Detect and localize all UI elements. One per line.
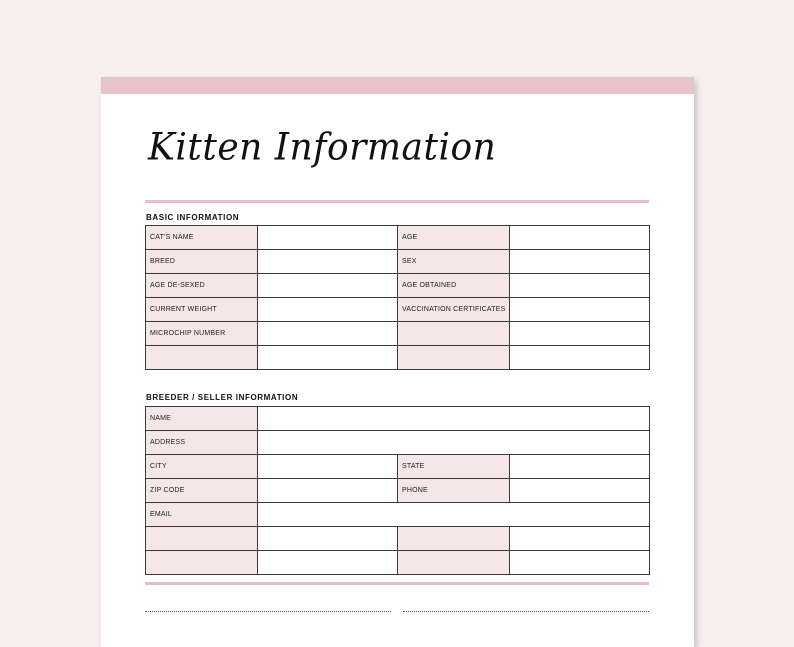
vaccination-certificates-label: VACCINATION CERTIFICATES (398, 298, 510, 322)
table-row (146, 527, 650, 551)
blank-label-cell[interactable] (146, 527, 258, 551)
vaccination-certificates-field[interactable] (510, 298, 650, 322)
address-field[interactable] (258, 431, 650, 455)
table-row (146, 455, 650, 479)
name-label: NAME (146, 407, 258, 431)
age-field[interactable] (510, 226, 650, 250)
blank-label-cell[interactable] (398, 322, 510, 346)
blank-field[interactable] (258, 527, 398, 551)
top-accent-band (101, 77, 694, 94)
email-label: EMAIL (146, 503, 258, 527)
table-row (146, 250, 650, 274)
breeder-info-heading: BREEDER / SELLER INFORMATION (146, 393, 299, 402)
table-row (146, 503, 650, 527)
basic-info-table (145, 225, 650, 370)
table-row (146, 274, 650, 298)
blank-field[interactable] (258, 551, 398, 575)
microchip-number-label: MICROCHIP NUMBER (146, 322, 258, 346)
blank-label-cell[interactable] (398, 527, 510, 551)
basic-info-heading: BASIC INFORMATION (146, 213, 240, 222)
email-field[interactable] (258, 503, 650, 527)
signature-line-left[interactable] (145, 611, 391, 612)
signature-line-right[interactable] (403, 611, 649, 612)
age-obtained-label: AGE OBTAINED (398, 274, 510, 298)
sex-field[interactable] (510, 250, 650, 274)
bottom-divider (145, 582, 649, 585)
blank-label-cell[interactable] (146, 346, 258, 370)
current-weight-field[interactable] (258, 298, 398, 322)
blank-field[interactable] (510, 527, 650, 551)
table-row (146, 551, 650, 575)
sex-label: SEX (398, 250, 510, 274)
table-row (146, 322, 650, 346)
name-field[interactable] (258, 407, 650, 431)
blank-label-cell[interactable] (398, 551, 510, 575)
page-title: Kitten Information (148, 125, 497, 170)
age-desexed-label: AGE DE-SEXED (146, 274, 258, 298)
cats-name-label: CAT'S NAME (146, 226, 258, 250)
state-field[interactable] (510, 455, 650, 479)
blank-field[interactable] (510, 322, 650, 346)
blank-field[interactable] (510, 551, 650, 575)
microchip-number-field[interactable] (258, 322, 398, 346)
address-label: ADDRESS (146, 431, 258, 455)
blank-label-cell[interactable] (146, 551, 258, 575)
age-label: AGE (398, 226, 510, 250)
breeder-info-table (145, 406, 650, 575)
blank-label-cell[interactable] (398, 346, 510, 370)
breed-label: BREED (146, 250, 258, 274)
blank-field[interactable] (510, 346, 650, 370)
age-obtained-field[interactable] (510, 274, 650, 298)
current-weight-label: CURRENT WEIGHT (146, 298, 258, 322)
zip-code-field[interactable] (258, 479, 398, 503)
city-field[interactable] (258, 455, 398, 479)
cats-name-field[interactable] (258, 226, 398, 250)
phone-field[interactable] (510, 479, 650, 503)
table-row (146, 431, 650, 455)
state-label: STATE (398, 455, 510, 479)
table-row (146, 407, 650, 431)
phone-label: PHONE (398, 479, 510, 503)
breed-field[interactable] (258, 250, 398, 274)
table-row (146, 226, 650, 250)
form-page (101, 77, 694, 647)
city-label: CITY (146, 455, 258, 479)
table-row (146, 479, 650, 503)
table-row (146, 346, 650, 370)
table-row (146, 298, 650, 322)
age-desexed-field[interactable] (258, 274, 398, 298)
title-divider (145, 200, 649, 203)
blank-field[interactable] (258, 346, 398, 370)
zip-code-label: ZIP CODE (146, 479, 258, 503)
